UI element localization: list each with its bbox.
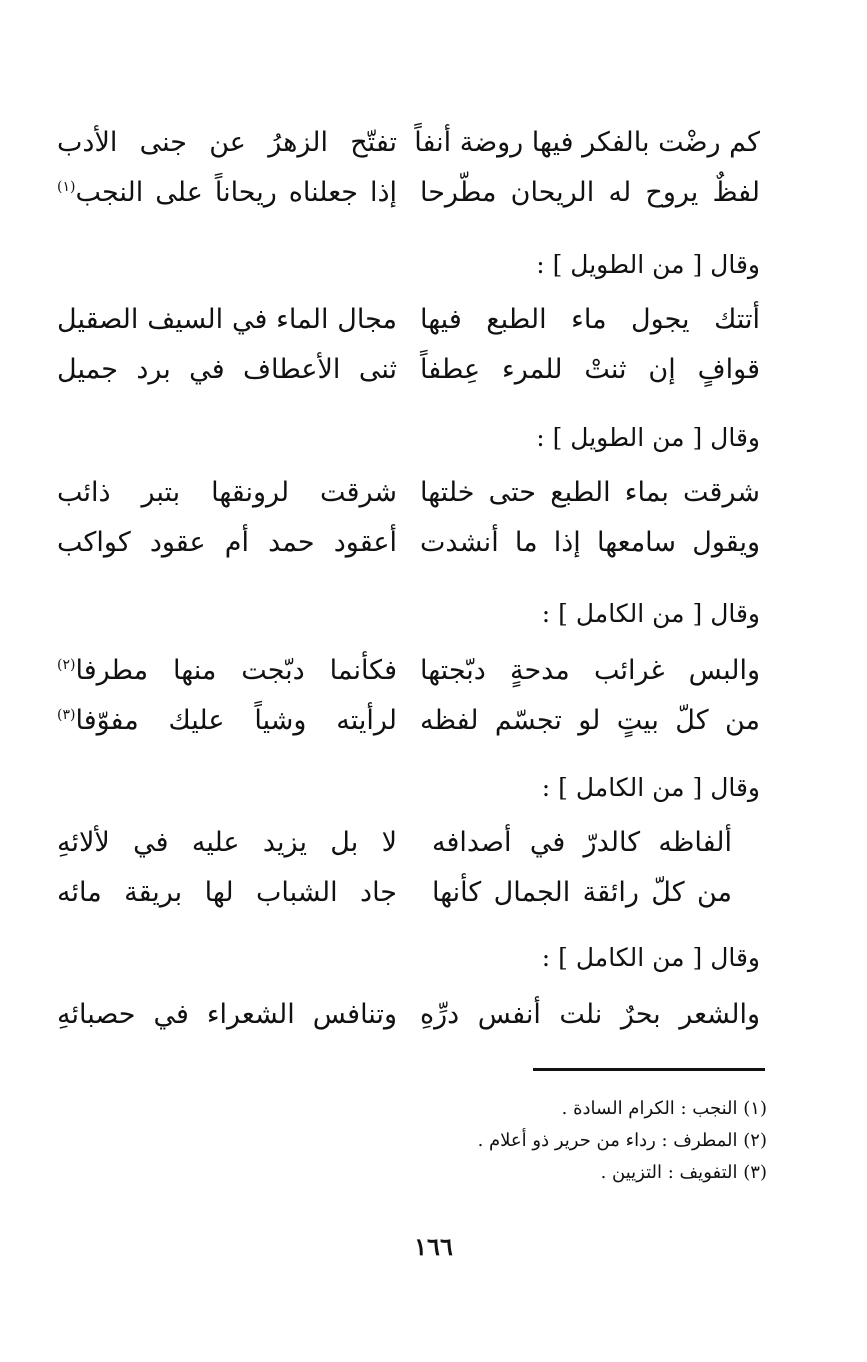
- verse-first-hemistich: والشعر بحرٌ نلت أنفس درِّهِ: [420, 999, 760, 1030]
- verse-text: فكأنما دبّجت منها مطرفا: [75, 655, 397, 686]
- verse-first-hemistich: ألفاظه كالدرّ في أصدافه: [432, 827, 732, 858]
- footnote-number: (٣): [743, 1162, 767, 1183]
- verse-second-hemistich: [57, 698, 397, 744]
- poem-intro: وقال [ من الطويل ] :: [536, 250, 760, 279]
- poem-section-5: [0, 820, 867, 920]
- verse-line: [0, 992, 867, 1042]
- verse-second-hemistich: جاد الشباب لها بريقة مائه: [57, 877, 397, 908]
- verse-second-hemistich: [57, 170, 397, 216]
- verse-line: [0, 648, 867, 698]
- footnote-reference: (٣): [57, 707, 76, 723]
- poem-section-3: [0, 470, 867, 570]
- verse-second-hemistich: [57, 648, 397, 694]
- verse-line: [0, 470, 867, 520]
- verse-second-hemistich: تفتّح الزهرُ عن جنى الأدب: [57, 127, 397, 158]
- footnote-text: المطرف : رداء من حرير ذو أعلام .: [477, 1130, 738, 1151]
- verse-second-hemistich: مجال الماء في السيف الصقيل: [57, 304, 397, 335]
- poem-section-4: [0, 648, 867, 748]
- verse-line: [0, 520, 867, 570]
- page-number: ١٦٦: [414, 1232, 453, 1261]
- verse-first-hemistich: والبس غرائب مدحةٍ دبّجتها: [420, 655, 760, 686]
- verse-second-hemistich: شرقت لرونقها بتبر ذائب: [57, 477, 397, 508]
- verse-line: [0, 347, 867, 397]
- poem-intro: وقال [ من الكامل ] :: [541, 599, 760, 628]
- verse-first-hemistich: من كلّ رائقة الجمال كأنها: [432, 877, 732, 908]
- poem-section-6: [0, 992, 867, 1042]
- poem-section-2: [0, 297, 867, 397]
- verse-first-hemistich: كم رضْت بالفكر فيها روضة أنفاً: [414, 127, 760, 158]
- footnote-reference: (٢): [57, 657, 76, 673]
- verse-line: [0, 297, 867, 347]
- verse-second-hemistich: وتنافس الشعراء في حصبائهِ: [57, 999, 397, 1030]
- poem-intro: وقال [ من الكامل ] :: [541, 773, 760, 802]
- verse-first-hemistich: من كلّ بيتٍ لو تجسّم لفظه: [420, 705, 760, 736]
- footnote: [562, 1094, 767, 1124]
- footnote: [601, 1158, 767, 1188]
- verse-second-hemistich: ثنى الأعطاف في برد جميل: [57, 354, 397, 385]
- verse-text: لرأيته وشياً عليك مفوّفا: [75, 705, 397, 736]
- footnote-text: التفويف : التزيين .: [600, 1162, 738, 1183]
- verse-first-hemistich: أتتك يجول ماء الطبع فيها: [420, 304, 760, 335]
- verse-second-hemistich: أعقود حمد أم عقود كواكب: [57, 527, 397, 558]
- verse-text: إذا جعلناه ريحاناً على النجب: [75, 177, 397, 208]
- footnote-reference: (١): [57, 179, 76, 195]
- verse-first-hemistich: قوافٍ إن ثنتْ للمرء عِطفاً: [420, 354, 760, 385]
- verse-line: [0, 170, 867, 220]
- poem-intro: وقال [ من الكامل ] :: [541, 943, 760, 972]
- footnote-number: (٢): [743, 1130, 767, 1151]
- footnote: [478, 1126, 767, 1156]
- footnote-number: (١): [743, 1098, 767, 1119]
- poem-section-1: [0, 120, 867, 220]
- footnote-text: النجب : الكرام السادة .: [561, 1098, 738, 1119]
- poem-intro: وقال [ من الطويل ] :: [536, 423, 760, 452]
- verse-second-hemistich: لا بل يزيد عليه في لألائهِ: [57, 827, 397, 858]
- verse-line: [0, 698, 867, 748]
- verse-line: [0, 120, 867, 170]
- verse-first-hemistich: ويقول سامعها إذا ما أنشدت: [420, 527, 760, 558]
- verse-line: [0, 820, 867, 870]
- footnote-divider: [533, 1068, 765, 1071]
- verse-first-hemistich: شرقت بماء الطبع حتى خلتها: [420, 477, 760, 508]
- verse-line: [0, 870, 867, 920]
- verse-first-hemistich: لفظٌ يروح له الريحان مطّرحا: [420, 177, 760, 208]
